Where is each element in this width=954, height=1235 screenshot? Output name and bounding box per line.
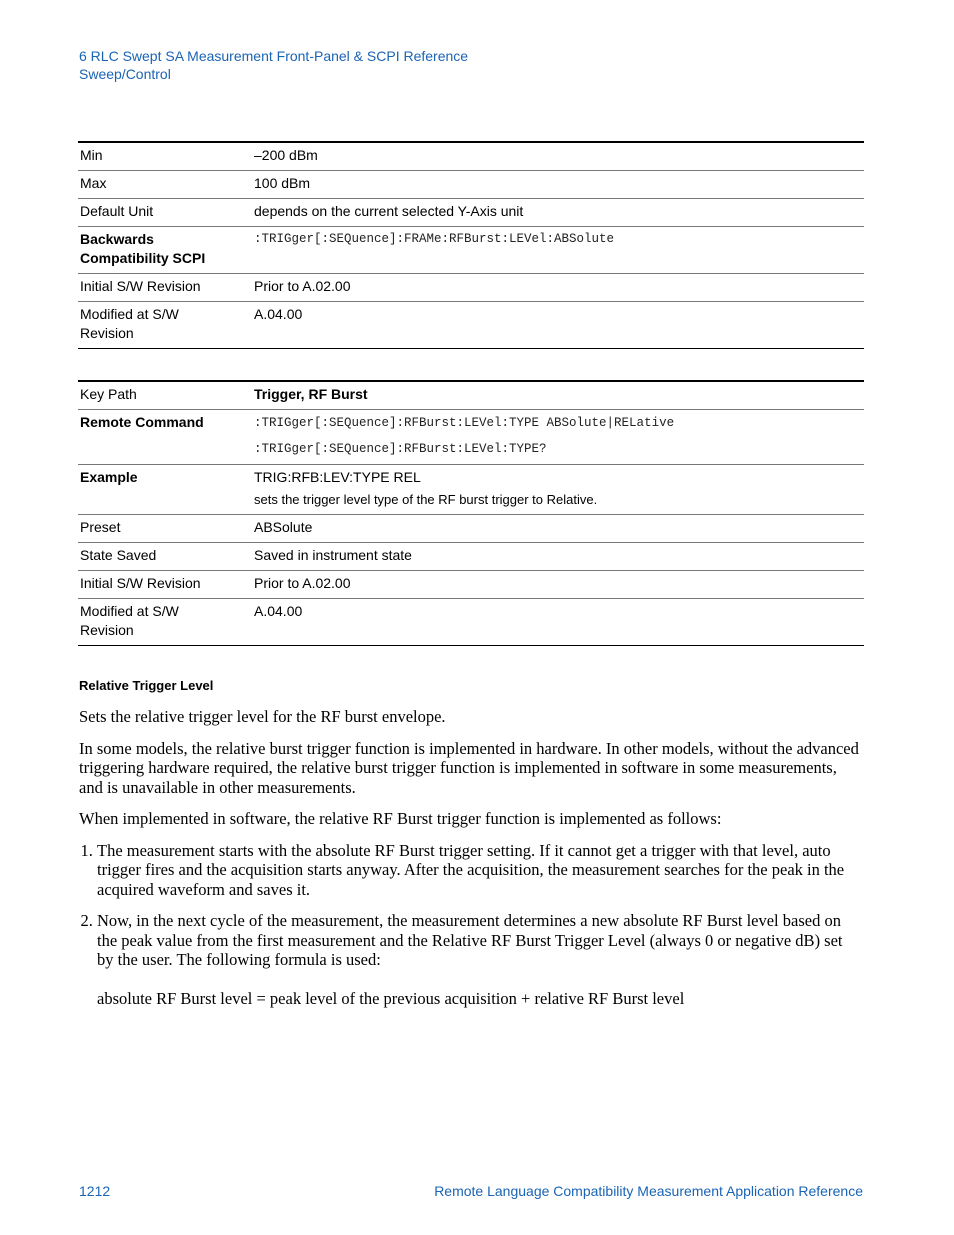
paragraph: In some models, the relative burst trigger function is implemented in hardware. In other models, without the advanced triggering hardware required, the relative burst trigger function is implemented in software in some measurements, and is unavailable in other measurements. <box>79 738 859 797</box>
row-key: Default Unit <box>78 199 252 227</box>
example-value <box>252 465 864 515</box>
running-header <box>79 47 468 83</box>
table-row <box>78 142 864 171</box>
section-heading: Relative Trigger Level <box>79 678 214 693</box>
paragraph: When implemented in software, the relative RF Burst trigger function is implemented as follows: <box>79 809 722 828</box>
table-row <box>78 465 864 515</box>
row-key <box>78 302 252 349</box>
paragraph: Sets the relative trigger level for the RF burst envelope. <box>79 707 446 726</box>
list-item <box>97 911 859 1008</box>
modified-rev-cell <box>78 599 252 646</box>
chapter-title: 6 RLC Swept SA Measurement Front-Panel & SCPI Reference <box>79 48 469 64</box>
formula: absolute RF Burst level = peak level of the previous acquisition + relative RF Burst level <box>97 988 685 1008</box>
table-row <box>78 599 864 646</box>
table-row <box>78 515 864 543</box>
table-row <box>78 227 864 274</box>
footer-doc-title: Remote Language Compatibility Measurement Application Reference <box>434 1183 863 1199</box>
initial-rev-label: Initial S/W Revision <box>78 571 252 599</box>
parameter-table-2 <box>78 380 864 646</box>
row-value: A.04.00 <box>252 302 864 349</box>
example-command: TRIG:RFB:LEV:TYPE REL <box>254 469 421 485</box>
state-saved-label: State Saved <box>78 543 252 571</box>
row-key: Min <box>78 142 252 171</box>
section-body <box>79 707 859 1020</box>
table-row <box>78 410 864 465</box>
row-key: Max <box>78 171 252 199</box>
numbered-list <box>79 841 859 1009</box>
table-row <box>78 571 864 599</box>
key-path-value: Trigger, RF Burst <box>252 381 864 410</box>
row-value: depends on the current selected Y-Axis unit <box>252 199 864 227</box>
modified-rev-value: A.04.00 <box>252 599 864 646</box>
state-saved-value: Saved in instrument state <box>252 543 864 571</box>
row-value: 100 dBm <box>252 171 864 199</box>
list-item <box>97 841 859 900</box>
preset-value: ABSolute <box>252 515 864 543</box>
key-path-label: Key Path <box>78 381 252 410</box>
remote-command-label: Remote Command <box>78 410 252 465</box>
list-item-text: Now, in the next cycle of the measurement, the measurement determines a new absolute RF Burst level based on the peak value from the first measurement and the Relative RF Burst Trigger Level (always 0 or negative dB) set by the user. The following formula is used: <box>97 911 843 969</box>
row-value: –200 dBm <box>252 142 864 171</box>
initial-rev-value: Prior to A.02.00 <box>252 571 864 599</box>
modified-rev-label: Modified at S/W Revision <box>80 306 179 341</box>
table-row <box>78 171 864 199</box>
list-item-text: The measurement starts with the absolute RF Burst trigger setting. If it cannot get a trigger with that level, auto trigger fires and the acquisition starts anyway. After the acquisition, the measurement searches for the peak in the acquired waveform and saves it. <box>97 840 845 899</box>
backwards-compat-label: Backwards Compatibility SCPI <box>80 231 206 266</box>
remote-command-line: :TRIGger[:SEQuence]:RFBurst:LEVel:TYPE ABSolute|RELative <box>254 416 675 430</box>
row-key <box>78 227 252 274</box>
table-row <box>78 543 864 571</box>
row-value: Prior to A.02.00 <box>252 274 864 302</box>
row-key: Initial S/W Revision <box>78 274 252 302</box>
table-row <box>78 302 864 349</box>
row-value: :TRIGger[:SEQuence]:FRAMe:RFBurst:LEVel:ABSolute <box>252 227 864 274</box>
page-number: 1212 <box>79 1183 111 1199</box>
table-row <box>78 381 864 410</box>
table-row <box>78 274 864 302</box>
remote-command-value <box>252 410 864 465</box>
preset-label: Preset <box>78 515 252 543</box>
example-label: Example <box>78 465 252 515</box>
section-title-header: Sweep/Control <box>79 66 171 82</box>
parameter-table-1 <box>78 141 864 349</box>
table-row <box>78 199 864 227</box>
remote-command-query: :TRIGger[:SEQuence]:RFBurst:LEVel:TYPE? <box>254 442 547 456</box>
modified-rev-label: Modified at S/W Revision <box>80 603 179 638</box>
example-description: sets the trigger level type of the RF burst trigger to Relative. <box>254 492 598 507</box>
